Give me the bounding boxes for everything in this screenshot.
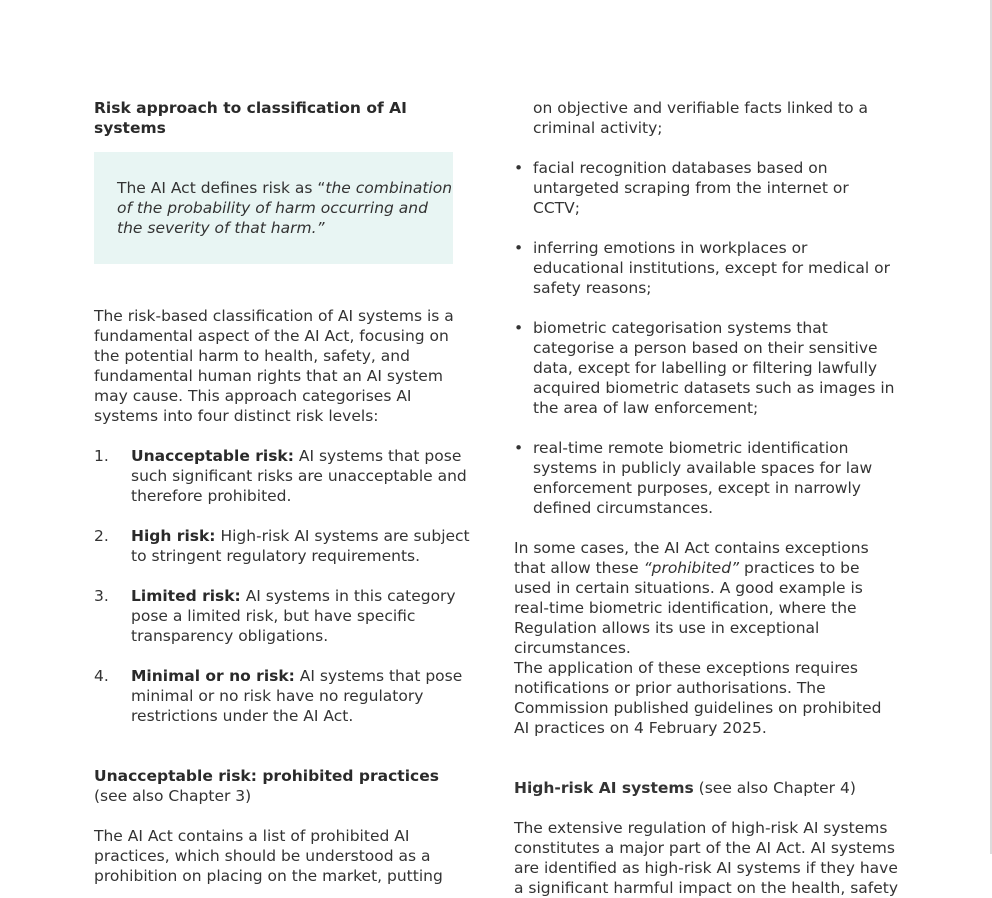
high-risk-heading-line [514,778,899,798]
list-number: 3. [94,587,109,605]
callout-prefix: The AI Act defines risk as “ [117,179,326,197]
list-item [514,158,899,218]
high-risk-heading: High-risk AI systems [514,779,694,797]
risk-description: AI systems in this category pose a limited risk, but have specific transparency obligations. [131,587,456,645]
bullet-text: real-time remote biometric identification systems in publicly available spaces for law enforcement purposes, except in narrowly defined circumstances. [533,439,873,517]
callout-quote: the combination of the probability of harm occurring and the severity of that harm.” [117,179,453,237]
list-number: 4. [94,667,109,685]
bullet-icon: • [514,439,524,457]
list-item [514,438,899,518]
list-item [514,238,899,298]
bullet-icon: • [514,319,524,337]
risk-levels-list [94,446,478,726]
exceptions-italic: “prohibited” [643,559,740,577]
bullet-text: facial recognition databases based on untargeted scraping from the internet or CCTV; [533,159,849,217]
section-title: Risk approach to classification of AI systems [94,99,407,137]
left-column [94,98,478,886]
risk-description: AI systems that pose minimal or no risk have no regulatory restrictions under the AI Act. [131,667,463,725]
list-item [94,666,478,726]
bullet-text: biometric categorisation systems that categorise a person based on their sensitive data, except for labelling or filtering lawfully acquired biometric datasets such as images in the area of law enforcement; [533,319,895,417]
list-item [94,446,478,506]
risk-description: AI systems that pose such significant risks are unacceptable and therefore prohibited. [131,447,467,505]
exceptions-paragraph [514,538,899,658]
bullet-continued-text: on objective and verifiable facts linked to a criminal activity; [533,99,868,137]
exceptions-paragraph-2: The application of these exceptions requires notifications or prior authorisations. The Commission published guidelines on prohibited AI practices on 4 February 2025. [514,659,882,737]
prohibited-practices-list [514,98,899,518]
list-item [94,526,478,566]
list-item [514,318,899,418]
exceptions-text: In some cases, the AI Act contains exceptions that allow these [514,539,869,577]
prohibited-subheading: (see also Chapter 3) [94,787,252,805]
high-risk-ref: (see also Chapter 4) [693,779,856,797]
risk-label: Limited risk: [131,587,241,605]
list-number: 2. [94,527,109,545]
exceptions-text-cont: practices to be used in certain situations. A good example is real-time biometric identification, where the Regulation allows its use in exceptional circumstances. [514,559,863,657]
bullet-icon: • [514,159,524,177]
risk-label: Unacceptable risk: [131,447,294,465]
right-column [514,98,899,898]
risk-label: Minimal or no risk: [131,667,295,685]
risk-description: High-risk AI systems are subject to stringent regulatory requirements. [131,527,470,565]
bullet-text: inferring emotions in workplaces or educational institutions, except for medical or safety reasons; [533,239,890,297]
definition-callout [94,152,453,264]
risk-label: High risk: [131,527,216,545]
prohibited-paragraph: The AI Act contains a list of prohibited AI practices, which should be understood as a prohibition on placing on the market, putting [94,827,443,885]
list-item [514,98,899,138]
prohibited-heading: Unacceptable risk: prohibited practices [94,767,439,785]
high-risk-paragraph: The extensive regulation of high-risk AI systems constitutes a major part of the AI Act. AI systems are identified as high-risk AI systems if they have a significant harmful impact on the health, safety [514,819,899,897]
list-number: 1. [94,447,109,465]
intro-paragraph: The risk-based classification of AI systems is a fundamental aspect of the AI Act, focusing on the potential harm to health, safety, and fundamental human rights that an AI system may cause. This approach categorises AI systems into four distinct risk levels: [94,307,454,425]
list-item [94,586,478,646]
bullet-icon: • [514,239,524,257]
